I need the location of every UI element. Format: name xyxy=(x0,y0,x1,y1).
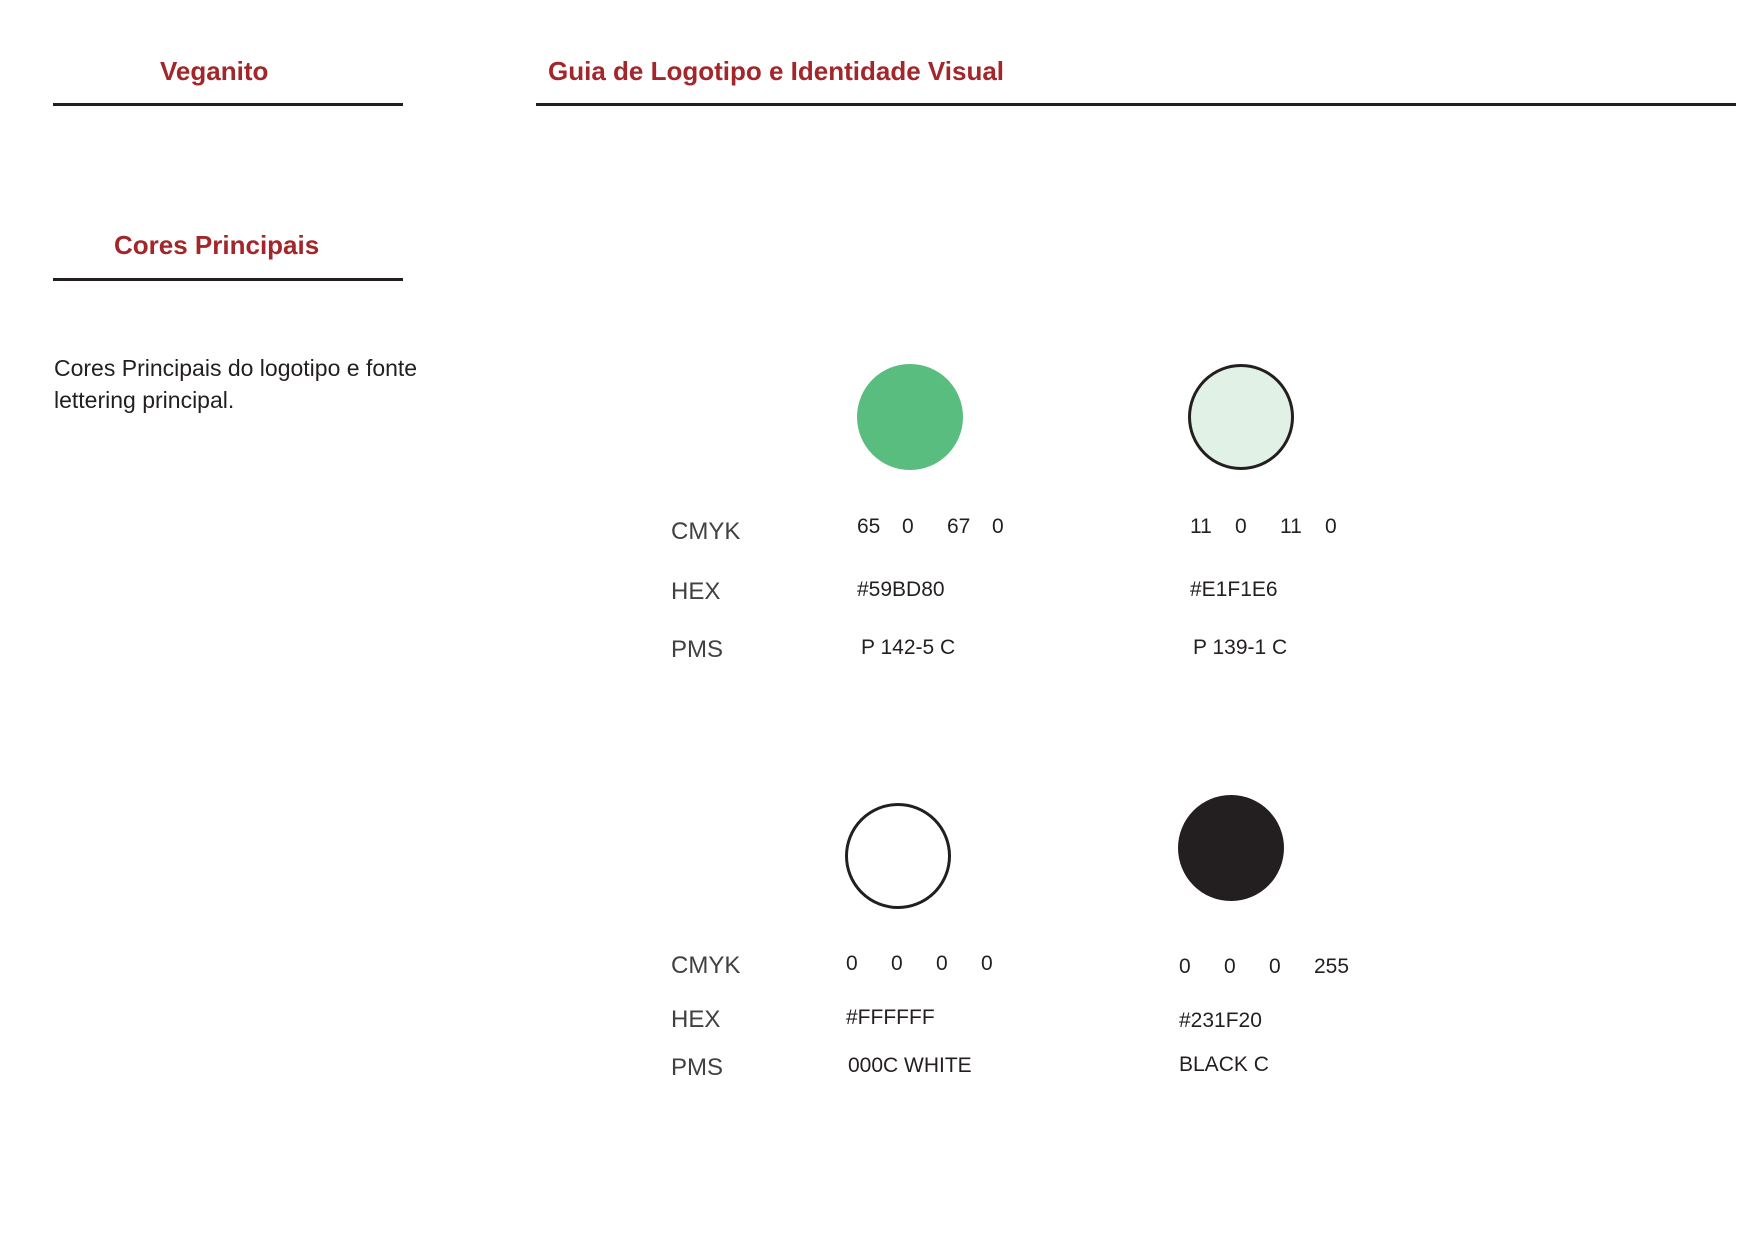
white-cmyk-values xyxy=(846,952,1026,976)
hex-label: HEX xyxy=(671,578,721,605)
white-pms-value: 000C WHITE xyxy=(848,1054,972,1077)
cmyk-c: 65 xyxy=(857,515,881,538)
section-title: Cores Principais xyxy=(114,230,320,260)
white-swatch-icon xyxy=(845,803,951,909)
cmyk-c: 0 xyxy=(846,952,858,975)
cmyk-k: 0 xyxy=(981,952,993,975)
black-hex-value: #231F20 xyxy=(1179,1009,1262,1032)
mint-pms-value: P 139-1 C xyxy=(1193,636,1288,659)
black-swatch-icon xyxy=(1178,795,1284,901)
green-cmyk-values xyxy=(857,515,1037,539)
mint-hex-value: #E1F1E6 xyxy=(1190,578,1278,601)
cmyk-y: 0 xyxy=(1269,955,1281,978)
green-hex-value: #59BD80 xyxy=(857,578,945,601)
cmyk-label: CMYK xyxy=(671,952,741,979)
title-divider xyxy=(536,103,1736,106)
brand-divider xyxy=(53,103,403,106)
cmyk-y: 11 xyxy=(1280,515,1302,538)
white-hex-value: #FFFFFF xyxy=(846,1006,935,1029)
cmyk-m: 0 xyxy=(1224,955,1236,978)
cmyk-y: 0 xyxy=(936,952,948,975)
black-cmyk-values xyxy=(1179,955,1359,979)
green-pms-value: P 142-5 C xyxy=(861,636,956,659)
green-swatch-icon xyxy=(857,364,963,470)
cmyk-c: 0 xyxy=(1179,955,1191,978)
brand-name: Veganito xyxy=(160,56,269,86)
cmyk-k: 0 xyxy=(992,515,1004,538)
cmyk-y: 67 xyxy=(947,515,971,538)
mint-swatch-icon xyxy=(1188,364,1294,470)
cmyk-m: 0 xyxy=(891,952,903,975)
cmyk-m: 0 xyxy=(902,515,914,538)
cmyk-k: 255 xyxy=(1314,955,1350,978)
cmyk-c: 11 xyxy=(1190,515,1212,538)
pms-label: PMS xyxy=(671,636,724,663)
black-pms-value: BLACK C xyxy=(1179,1053,1269,1076)
cmyk-m: 0 xyxy=(1235,515,1247,538)
section-description: Cores Principais do logotipo e fonte lettering principal. xyxy=(54,355,418,413)
cmyk-k: 0 xyxy=(1325,515,1337,538)
hex-label: HEX xyxy=(671,1006,721,1033)
pms-label: PMS xyxy=(671,1054,724,1081)
mint-cmyk-values xyxy=(1190,515,1370,539)
document-title: Guia de Logotipo e Identidade Visual xyxy=(548,56,1005,86)
section-divider xyxy=(53,278,403,281)
cmyk-label: CMYK xyxy=(671,518,741,545)
